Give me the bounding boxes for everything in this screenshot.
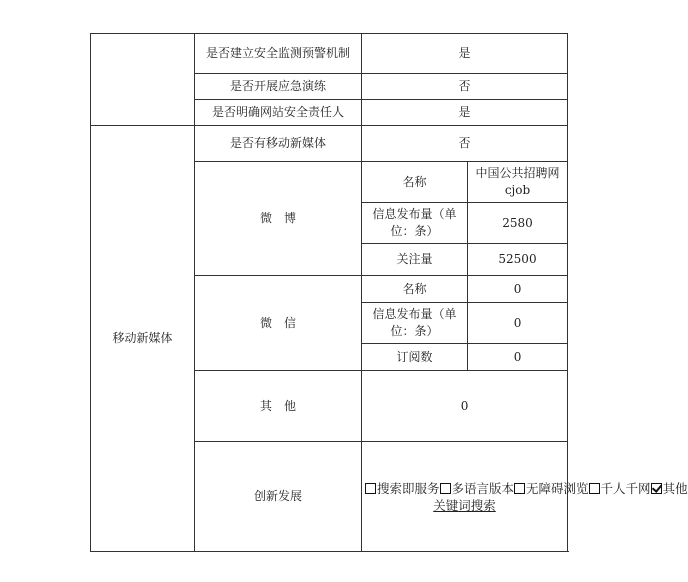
table-row xyxy=(91,126,568,162)
options-line xyxy=(365,480,688,497)
sub-label-cell: 信息发布量（单位：条） xyxy=(362,203,468,244)
sub-label-cell: 名称 xyxy=(362,162,468,203)
section-cell-blank xyxy=(91,34,195,126)
sub-label-cell: 信息发布量（单位：条） xyxy=(362,303,468,344)
option-label: 搜索即服务 xyxy=(377,480,440,496)
wechat-label: 微 信 xyxy=(195,276,362,371)
report-table xyxy=(90,33,688,552)
table-row xyxy=(91,34,568,74)
option-other[interactable] xyxy=(651,481,688,496)
value-cell: 0 xyxy=(468,344,568,371)
other-detail: 关键词搜索 xyxy=(433,497,496,513)
option-label: 千人千网 xyxy=(600,480,651,496)
other-label: 其 他 xyxy=(195,371,362,442)
value-cell: 2580 xyxy=(468,203,568,244)
option-label: 无障碍浏览 xyxy=(526,480,589,496)
checkbox-unchecked-icon[interactable] xyxy=(589,483,600,494)
option-accessibility[interactable] xyxy=(514,481,589,496)
sub-label-cell: 名称 xyxy=(362,276,468,303)
value-cell: 0 xyxy=(362,371,568,442)
weibo-label: 微 博 xyxy=(195,162,362,276)
option-label: 多语言版本 xyxy=(451,480,515,496)
value-cell: 0 xyxy=(468,276,568,303)
option-multilingual[interactable] xyxy=(440,481,515,496)
value-cell: 52500 xyxy=(468,244,568,276)
label-cell: 是否开展应急演练 xyxy=(195,74,362,100)
value-cell: 否 xyxy=(362,126,568,162)
option-label: 其他 xyxy=(662,480,688,496)
option-personalized[interactable] xyxy=(589,481,651,496)
value-cell: 否 xyxy=(362,74,568,100)
sub-label-cell: 关注量 xyxy=(362,244,468,276)
section-cell: 创新发展 xyxy=(195,442,362,552)
innovation-options xyxy=(362,442,688,552)
value-cell: 中国公共招聘网 cjob xyxy=(468,162,568,203)
sub-label-cell: 订阅数 xyxy=(362,344,468,371)
label-cell: 是否建立安全监测预警机制 xyxy=(195,34,362,74)
checkbox-unchecked-icon[interactable] xyxy=(365,483,376,494)
checkbox-unchecked-icon[interactable] xyxy=(514,483,525,494)
value-cell: 0 xyxy=(468,303,568,344)
label-cell: 是否明确网站安全责任人 xyxy=(195,100,362,126)
checkbox-checked-icon[interactable] xyxy=(651,483,662,494)
value-cell: 是 xyxy=(362,100,568,126)
section-cell: 移动新媒体 xyxy=(91,126,195,552)
option-search-as-service[interactable] xyxy=(365,481,440,496)
value-cell: 是 xyxy=(362,34,568,74)
label-cell: 是否有移动新媒体 xyxy=(195,126,362,162)
checkbox-unchecked-icon[interactable] xyxy=(440,483,451,494)
